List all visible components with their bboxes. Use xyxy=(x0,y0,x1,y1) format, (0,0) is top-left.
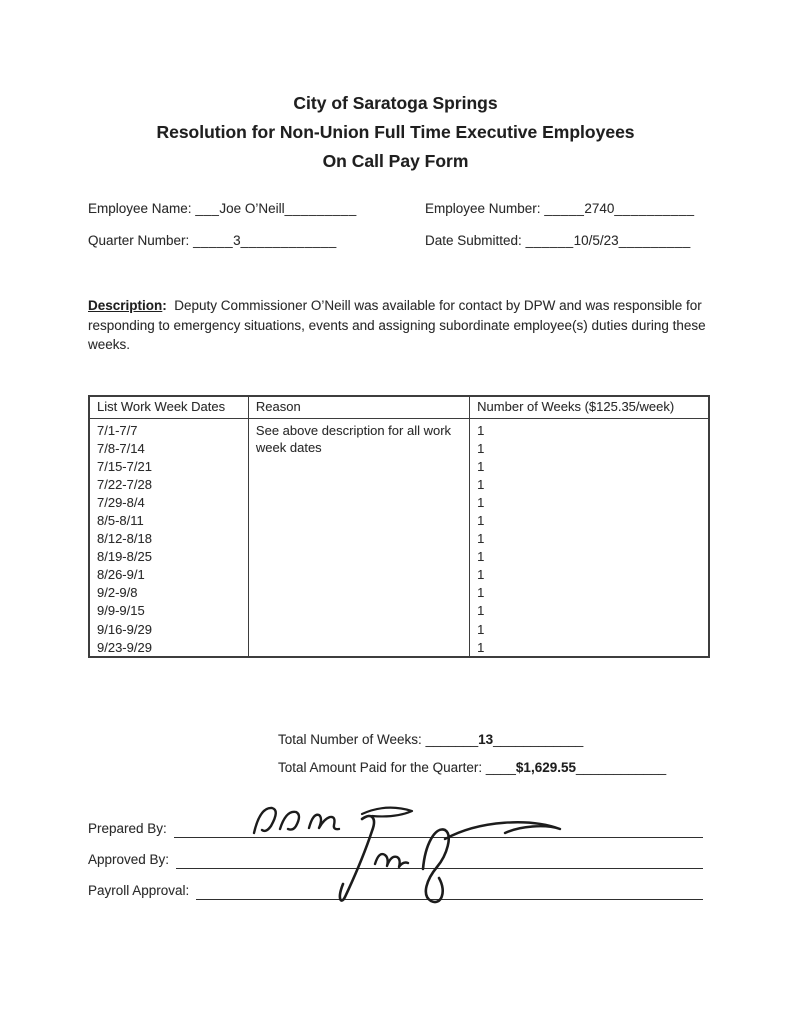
table-header-row xyxy=(89,396,709,418)
quarter-number-field xyxy=(88,233,425,248)
week-dates-cell: 8/12-8/18 xyxy=(97,531,152,547)
week-dates-cell: 8/26-9/1 xyxy=(97,567,145,583)
employee-number-label: Employee Number: xyxy=(425,201,541,216)
approved-by-label: Approved By: xyxy=(88,852,170,867)
quarter-number-lead-line: _____ xyxy=(193,233,234,248)
date-submitted-value: 10/5/23 xyxy=(573,233,619,248)
form-title-line2: Resolution for Non-Union Full Time Executive Employees xyxy=(156,122,635,142)
employee-number-lead-line: _____ xyxy=(544,201,585,216)
approved-by-row xyxy=(88,838,703,869)
total-amount-trail-line: ____________ xyxy=(575,760,667,775)
employee-name-lead-line: ___ xyxy=(195,201,220,216)
week-dates-cell: 9/23-9/29 xyxy=(97,639,152,655)
quarter-number-trail-line: ____________ xyxy=(240,233,337,248)
weeks-count-cell: 1 xyxy=(470,475,709,493)
payroll-approval-label: Payroll Approval: xyxy=(88,883,190,898)
table-row xyxy=(89,418,709,439)
week-dates-cell: 7/15-7/21 xyxy=(97,458,152,474)
payroll-approval-signature-line xyxy=(196,898,703,900)
date-submitted-lead-line: ______ xyxy=(525,233,574,248)
quarter-number-label: Quarter Number: xyxy=(88,233,190,248)
total-weeks-line xyxy=(278,732,666,747)
quarter-number-value: 3 xyxy=(233,233,241,248)
header-list-work-week-dates: List Work Week Dates xyxy=(89,396,248,418)
header-reason: Reason xyxy=(248,396,469,418)
payroll-approval-row xyxy=(88,869,703,900)
weeks-count-cell: 1 xyxy=(470,439,709,457)
employee-number-field xyxy=(425,201,728,216)
weeks-count-cell: 1 xyxy=(470,511,709,529)
weeks-count-cell: 1 xyxy=(470,493,709,511)
weeks-count-cell: 1 xyxy=(470,418,709,439)
description-paragraph xyxy=(88,296,714,355)
week-dates-cell: 9/9-9/15 xyxy=(97,603,145,619)
prepared-by-signature-line xyxy=(174,836,703,838)
approved-by-signature-line xyxy=(176,867,703,869)
weeks-count-cell: 1 xyxy=(470,583,709,601)
employee-name-value: Joe O’Neill xyxy=(219,201,285,216)
total-weeks-trail-line: ____________ xyxy=(493,732,584,747)
prepared-by-row xyxy=(88,807,703,838)
weeks-count-cell: 1 xyxy=(470,565,709,583)
weeks-count-cell: 1 xyxy=(470,601,709,619)
header-number-of-weeks: Number of Weeks ($125.35/week) xyxy=(470,396,709,418)
weeks-count-cell: 1 xyxy=(470,620,709,638)
employee-number-trail-line: __________ xyxy=(614,201,695,216)
totals-section xyxy=(278,732,666,788)
signature-section xyxy=(88,807,703,900)
employee-name-trail-line: _________ xyxy=(284,201,357,216)
employee-name-field xyxy=(88,201,425,216)
form-title xyxy=(0,89,791,176)
employee-name-label: Employee Name: xyxy=(88,201,192,216)
date-submitted-field xyxy=(425,233,728,248)
weeks-count-cell: 1 xyxy=(470,547,709,565)
week-dates-cell: 8/19-8/25 xyxy=(97,549,152,565)
employee-number-value: 2740 xyxy=(584,201,615,216)
date-submitted-trail-line: _________ xyxy=(618,233,691,248)
form-title-line1: City of Saratoga Springs xyxy=(293,93,498,113)
total-amount-line xyxy=(278,760,666,775)
work-week-table xyxy=(88,395,710,658)
total-weeks-value: 13 xyxy=(478,732,494,747)
week-dates-cell: 7/29-8/4 xyxy=(97,494,145,510)
total-weeks-label: Total Number of Weeks: xyxy=(278,732,422,747)
weeks-count-cell: 1 xyxy=(470,457,709,475)
week-dates-cell: 9/16-9/29 xyxy=(97,621,152,637)
prepared-by-label: Prepared By: xyxy=(88,821,167,836)
week-dates-cell: 7/1-7/7 xyxy=(97,422,138,438)
description-colon: : xyxy=(162,298,167,313)
week-dates-cell: 7/22-7/28 xyxy=(97,476,152,492)
employee-meta-fields xyxy=(88,201,728,248)
week-dates-cell: 8/5-8/11 xyxy=(97,512,144,528)
date-submitted-label: Date Submitted: xyxy=(425,233,522,248)
week-dates-cell: 7/8-7/14 xyxy=(97,440,145,456)
reason-cell: See above description for all work week dates xyxy=(248,418,469,657)
description-text: Deputy Commissioner O’Neill was available for contact by DPW and was responsible for responding to emergency situations, events and assigning subordinate employee(s) duties during these weeks. xyxy=(88,298,706,352)
weeks-count-cell: 1 xyxy=(470,529,709,547)
total-amount-value: $1,629.55 xyxy=(515,760,576,775)
description-label: Description xyxy=(88,298,163,313)
weeks-count-cell: 1 xyxy=(470,638,709,657)
total-weeks-lead-line: _______ xyxy=(425,732,479,747)
form-title-line3: On Call Pay Form xyxy=(322,151,469,171)
total-amount-lead-line: ____ xyxy=(485,760,516,775)
week-dates-cell: 9/2-9/8 xyxy=(97,585,138,601)
total-amount-label: Total Amount Paid for the Quarter: xyxy=(278,760,483,775)
